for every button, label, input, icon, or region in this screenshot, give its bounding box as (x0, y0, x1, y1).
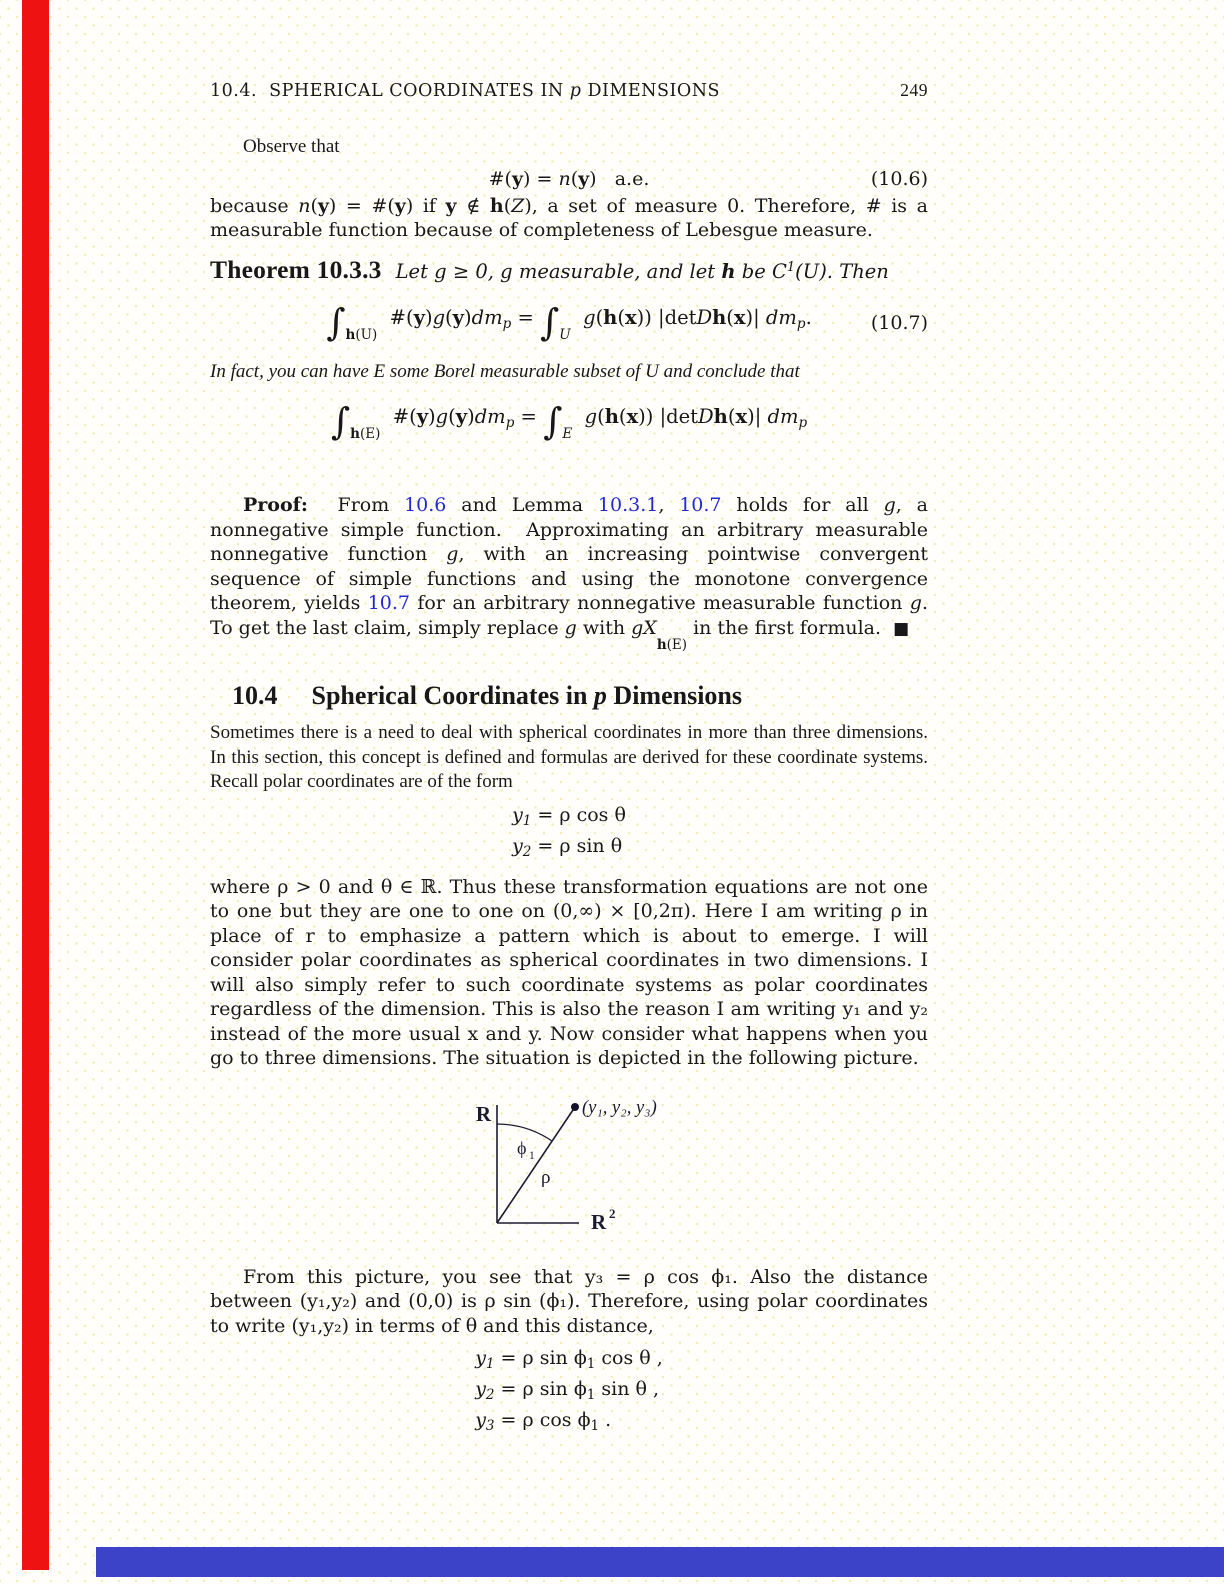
page-number: 249 (900, 80, 928, 100)
equation-10-7-tag: (10.7) (870, 312, 928, 334)
bottom-accent-bar (96, 1547, 1224, 1577)
equation-10-7-body: $\int_{h(U)}$ $\#(y)g(y)dm_p = \int_U$ g(h(x)) |detDh(x)| $dm_p$. (326, 300, 812, 344)
spherical-equation-y3: $y_3 = \rho$ $\cos \phi_1$ . (475, 1409, 612, 1434)
section-title: Spherical Coordinates in p Dimensions (311, 681, 742, 710)
angle-label-subscript: 1 (529, 1149, 535, 1162)
paragraph-frompicture: From this picture, you see that y₃ = ρ cos ϕ₁. Also the distance between (y₁,y₂) and (0,0) is ρ sin (ϕ₁). Therefore, using polar coordinates to write (y₁,y₂) in terms of θ and this distance, (210, 1265, 928, 1337)
running-header-title: 10.4. SPHERICAL COORDINATES IN p DIMENSIONS (210, 81, 721, 101)
equation-10-6 (210, 168, 928, 190)
horizontal-axis-label: R (591, 1209, 607, 1234)
left-accent-bar (22, 0, 49, 1570)
section-number: 10.4 (232, 681, 278, 710)
vertical-axis-label: R (475, 1101, 491, 1126)
radius-label: ρ (541, 1166, 551, 1188)
figure-canvas (439, 1091, 699, 1243)
ref-link[interactable]: 10.7 (679, 494, 722, 516)
ref-link[interactable]: 10.3.1 (597, 494, 659, 516)
equation-10-6-tag: (10.6) (870, 167, 928, 190)
horizontal-axis-exponent: 2 (609, 1205, 616, 1221)
equation-borel (210, 386, 928, 459)
spherical-equation-y2: $y_2 = \rho$ $\sin \phi_1$ sin θ , (475, 1378, 660, 1403)
theorem-statement: Let g ≥ 0, g measurable, and let h be $C^1(U)$. Then (395, 259, 889, 283)
theorem-label: Theorem 10.3.3 (210, 254, 382, 284)
ref-link[interactable]: 10.7 (367, 592, 411, 614)
running-header (210, 80, 928, 101)
observe-line: Observe that (243, 136, 340, 157)
paragraph-proof: Proof: From 10.6 and Lemma 10.3.1, 10.7 holds for all g, a nonnegative simple function. Approximating an arbitrary measurable nonnegative function g, with an increasing pointwise convergent sequence of simple functions and using the monotone convergence theorem, yields 10.7 for an arbitrary nonnegative measurable function g. To get the last claim, simply replace g with $gX_{h(E)}$ in the first formula. ■ (210, 494, 941, 653)
polar-equations (210, 803, 928, 865)
ref-link[interactable]: 10.6 (404, 494, 447, 516)
spherical-equations (210, 1346, 928, 1439)
paragraph-because: because n(y) = #(y) if y ∉ h(Z), a set of measure 0. Therefore, # is a measurable function because of completeness of Lebesgue measure. (210, 194, 935, 241)
point-label: (y₁, y₂, y₃) (582, 1097, 657, 1118)
section-heading (210, 681, 928, 711)
page-content (210, 0, 941, 1439)
equation-10-6-body: #(y) = n(y) a.e. (488, 167, 650, 190)
polar-equation-y1: $y_1 = \rho$ cos θ (512, 803, 626, 829)
equation-10-7 (210, 287, 928, 360)
angle-label: ϕ (517, 1137, 527, 1158)
theorem-10-3-3 (210, 255, 928, 285)
spherical-equation-y1: $y_1 = \rho$ $\sin \phi_1$ cos θ , (475, 1347, 663, 1372)
equation-borel-body: $\int_{h(E)}$ $\#(y)g(y)dm_p = \int_E$ g(h(x)) |detDh(x)| $dm_p$ (330, 400, 808, 443)
point-dot (571, 1103, 579, 1111)
paragraph-sometimes: Sometimes there is a need to deal with spherical coordinates in more than three dimensions. In this section, this concept is defined and formulas are derived for these coordinate systems. Recall polar coordinates are of the form (210, 722, 928, 792)
spherical-coordinates-figure (439, 1091, 699, 1243)
paragraph-where: where ρ > 0 and θ ∈ ℝ. Thus these transformation equations are not one to one but they are one to one on (0,∞) × [0,2π). Here I am writing ρ in place of r to emphasize a pattern which is about to emerge. I will consider polar coordinates as spherical coordinates in two dimensions. I will also simply refer to such coordinate systems as polar coordinates regardless of the dimension. This is also the reason I am writing y₁ and y₂ instead of the more usual x and y. Now consider what happens when you go to three dimensions. The situation is depicted in the following picture. (210, 875, 928, 1069)
polar-equation-y2: $y_2 = \rho$ sin θ (512, 834, 623, 860)
paragraph-infact: In fact, you can have E some Borel measurable subset of U and conclude that (210, 360, 800, 382)
